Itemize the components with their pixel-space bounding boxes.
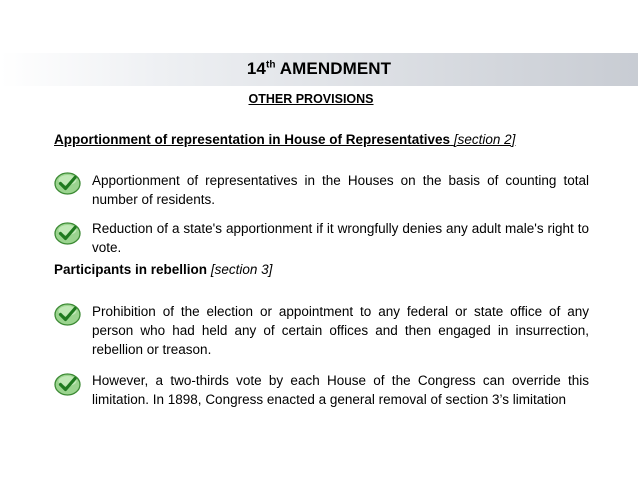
bullet-text: Reduction of a state's apportionment if it wrongfully denies any adult male's right to vote. [92, 221, 589, 255]
page-title [0, 59, 638, 79]
section-ref: [section 2] [453, 132, 516, 147]
check-icon [54, 222, 81, 245]
section-heading-apportionment [54, 132, 515, 147]
bullet-text: Apportionment of representatives in the Houses on the basis of counting total number of residents. [92, 173, 589, 207]
check-icon [54, 303, 81, 326]
title-text: AMENDMENT [275, 59, 392, 78]
section-ref: [section 3] [210, 262, 273, 277]
title-superscript: th [265, 59, 276, 71]
subtitle: OTHER PROVISIONS [248, 92, 374, 106]
bullet-text: Prohibition of the election or appointment to any federal or state office of any person who had held any of certain offices and then engaged in insurrection, rebellion or treason. [92, 304, 589, 357]
section-heading-text: Apportionment of representation in House of Representatives [54, 132, 451, 147]
section-heading-text: Participants in rebellion [54, 262, 208, 277]
check-icon [54, 172, 81, 195]
check-icon [54, 373, 81, 396]
section-heading-rebellion [54, 262, 272, 277]
bullet-text: However, a two-thirds vote by each House of the Congress can override this limitation. In 1898, Congress enacted a general removal of section 3’s limitation [92, 373, 589, 407]
title-number: 14 [246, 59, 266, 78]
